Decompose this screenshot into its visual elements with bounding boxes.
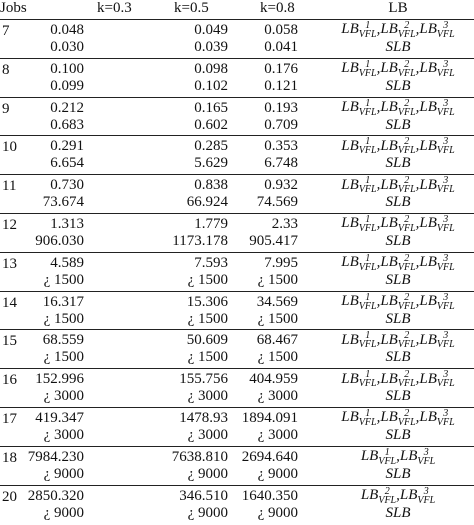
time-cell: 0.099: [50, 77, 84, 94]
time-cell: 7984.230: [27, 448, 84, 465]
time-cell: ¿ 9000: [257, 465, 298, 482]
lb-cell: SLB: [385, 388, 411, 405]
time-cell: ¿ 1500: [43, 310, 84, 327]
lb-cell: SLB: [385, 504, 411, 521]
lb-cell: LB 1 VFL ,LB 2 VFL ,LB 3 VFL: [341, 215, 455, 233]
jobs-cell: 8: [2, 61, 10, 78]
lb-cell: SLB: [385, 271, 411, 288]
time-cell: ¿ 3000: [187, 427, 228, 443]
time-cell: ¿ 9000: [43, 504, 84, 521]
time-cell: ¿ 9000: [43, 465, 84, 482]
lb-cell: LB 1 VFL ,LB 3 VFL: [360, 447, 436, 466]
time-cell: 73.674: [42, 194, 84, 211]
time-cell: ¿ 3000: [187, 388, 228, 405]
row-divider: [0, 58, 474, 59]
time-cell: 152.996: [35, 371, 84, 388]
time-cell: ¿ 9000: [187, 465, 228, 482]
time-cell: 404.959: [249, 371, 298, 388]
table-row: [0, 254, 474, 291]
table-row: [0, 370, 474, 407]
lb-cell: SLB: [385, 39, 411, 55]
lb-cell: LB 1 VFL ,LB 2 VFL ,LB 3 VFL: [341, 409, 455, 427]
jobs-cell: 11: [2, 178, 17, 195]
time-cell: 0.165: [194, 99, 228, 116]
lb-cell: SLB: [385, 155, 411, 172]
time-cell: 0.285: [194, 138, 228, 155]
row-divider: [0, 174, 474, 175]
time-cell: 7638.810: [171, 448, 228, 465]
time-cell: 1.313: [50, 216, 84, 232]
time-cell: 0.602: [194, 116, 228, 133]
lb-cell: SLB: [385, 427, 411, 443]
row-divider: [0, 368, 474, 369]
time-cell: 2694.640: [241, 448, 298, 465]
lb-cell: LB 1 VFL ,LB 2 VFL ,LB 3 VFL: [341, 176, 455, 195]
time-cell: ¿ 3000: [43, 388, 84, 405]
time-cell: 74.569: [256, 194, 298, 211]
time-cell: 34.569: [256, 293, 298, 310]
time-cell: 0.058: [264, 22, 298, 38]
row-divider: [0, 252, 474, 253]
time-cell: 7.995: [264, 254, 298, 271]
time-cell: 0.291: [50, 138, 84, 155]
jobs-cell: 9: [2, 100, 10, 117]
table-row: [0, 409, 474, 446]
time-cell: 0.100: [50, 60, 84, 77]
time-cell: 0.683: [50, 116, 84, 133]
lb-cell: LB 1 VFL ,LB 2 VFL ,LB 3 VFL: [341, 370, 455, 389]
jobs-cell: 15: [2, 333, 17, 350]
time-cell: 0.838: [194, 177, 228, 194]
table-row: [0, 487, 474, 524]
time-cell: 0.030: [50, 39, 84, 55]
jobs-cell: 16: [2, 372, 17, 389]
time-cell: 0.041: [264, 39, 298, 55]
time-cell: 1478.93: [179, 410, 228, 426]
time-cell: 1.779: [194, 216, 228, 232]
jobs-cell: 20: [2, 488, 17, 505]
time-cell: 1173.178: [172, 233, 228, 249]
time-cell: ¿ 1500: [43, 271, 84, 288]
lb-cell: LB 1 VFL ,LB 2 VFL ,LB 3 VFL: [341, 253, 455, 272]
time-cell: 0.049: [194, 22, 228, 38]
table-row: [0, 293, 474, 330]
header-k-0-5: k=0.5: [174, 0, 209, 16]
time-cell: 0.193: [264, 99, 298, 116]
time-cell: ¿ 1500: [257, 271, 298, 288]
time-cell: ¿ 9000: [187, 504, 228, 521]
time-cell: 50.609: [186, 332, 228, 349]
row-divider: [0, 97, 474, 98]
row-divider: [0, 291, 474, 292]
time-cell: 419.347: [35, 410, 84, 426]
time-cell: 155.756: [179, 371, 228, 388]
time-cell: 4.589: [50, 254, 84, 271]
time-cell: 0.121: [264, 77, 298, 94]
row-divider: [0, 135, 474, 136]
lb-cell: LB 1 VFL ,LB 2 VFL ,LB 3 VFL: [341, 137, 455, 156]
jobs-cell: 13: [2, 255, 17, 272]
table-row: [0, 99, 474, 136]
time-cell: 0.353: [264, 138, 298, 155]
time-cell: 66.924: [186, 194, 228, 211]
table-header: [0, 0, 474, 20]
time-cell: 2850.320: [27, 487, 84, 504]
time-cell: 0.932: [264, 177, 298, 194]
row-divider: [0, 485, 474, 486]
time-cell: 905.417: [249, 233, 298, 249]
time-cell: 6.654: [50, 155, 84, 172]
time-cell: ¿ 3000: [257, 388, 298, 405]
time-cell: 68.559: [42, 332, 84, 349]
jobs-cell: 17: [2, 411, 17, 427]
time-cell: 0.039: [194, 39, 228, 55]
jobs-cell: 7: [2, 23, 10, 39]
header-k-0-8: k=0.8: [260, 0, 295, 16]
header-jobs: Jobs: [0, 0, 27, 16]
row-divider: [0, 407, 474, 408]
row-divider: [0, 213, 474, 214]
time-cell: 0.730: [50, 177, 84, 194]
time-cell: 0.709: [264, 116, 298, 133]
lb-cell: SLB: [385, 116, 411, 133]
lb-cell: SLB: [385, 233, 411, 249]
header-k-0-3: k=0.3: [97, 0, 132, 16]
time-cell: ¿ 1500: [187, 310, 228, 327]
time-cell: 0.098: [194, 60, 228, 77]
time-cell: ¿ 3000: [43, 427, 84, 443]
table-row: [0, 215, 474, 252]
time-cell: 906.030: [35, 233, 84, 249]
table-row: [0, 176, 474, 213]
time-cell: ¿ 1500: [257, 349, 298, 366]
header-rule: [0, 19, 474, 20]
time-cell: 6.748: [264, 155, 298, 172]
header-lb: LB: [388, 0, 408, 16]
time-cell: 7.593: [194, 254, 228, 271]
row-divider: [0, 446, 474, 447]
table-row: [0, 60, 474, 97]
time-cell: 16.317: [42, 293, 84, 310]
time-cell: 0.176: [264, 60, 298, 77]
lb-cell: LB 1 VFL ,LB 2 VFL ,LB 3 VFL: [341, 21, 455, 39]
time-cell: 0.102: [194, 77, 228, 94]
jobs-cell: 18: [2, 449, 17, 466]
lb-cell: LB 1 VFL ,LB 2 VFL ,LB 3 VFL: [341, 59, 455, 78]
lb-cell: SLB: [385, 77, 411, 94]
time-cell: ¿ 1500: [257, 310, 298, 327]
table-row: [0, 331, 474, 368]
jobs-cell: 14: [2, 294, 17, 311]
time-cell: 0.048: [50, 22, 84, 38]
time-cell: 0.212: [50, 99, 84, 116]
lb-cell: SLB: [385, 349, 411, 366]
lb-cell: SLB: [385, 465, 411, 482]
time-cell: ¿ 1500: [187, 349, 228, 366]
lb-cell: LB 1 VFL ,LB 2 VFL ,LB 3 VFL: [341, 292, 455, 311]
table-row: [0, 21, 474, 58]
time-cell: 346.510: [179, 487, 228, 504]
time-cell: 2.33: [271, 216, 298, 232]
time-cell: ¿ 3000: [257, 427, 298, 443]
lb-cell: LB 1 VFL ,LB 2 VFL ,LB 3 VFL: [341, 331, 455, 350]
time-cell: 1894.091: [241, 410, 298, 426]
time-cell: ¿ 1500: [187, 271, 228, 288]
jobs-cell: 12: [2, 217, 17, 233]
time-cell: ¿ 1500: [43, 349, 84, 366]
time-cell: 1640.350: [241, 487, 298, 504]
jobs-cell: 10: [2, 139, 17, 156]
table-row: [0, 448, 474, 485]
time-cell: 15.306: [186, 293, 228, 310]
time-cell: 68.467: [256, 332, 298, 349]
time-cell: 5.629: [194, 155, 228, 172]
lb-cell: SLB: [385, 194, 411, 211]
table-row: [0, 137, 474, 174]
lb-cell: LB 2 VFL ,LB 3 VFL: [360, 486, 436, 505]
row-divider: [0, 329, 474, 330]
time-cell: ¿ 9000: [257, 504, 298, 521]
lb-cell: SLB: [385, 310, 411, 327]
lb-cell: LB 1 VFL ,LB 2 VFL ,LB 3 VFL: [341, 98, 455, 117]
